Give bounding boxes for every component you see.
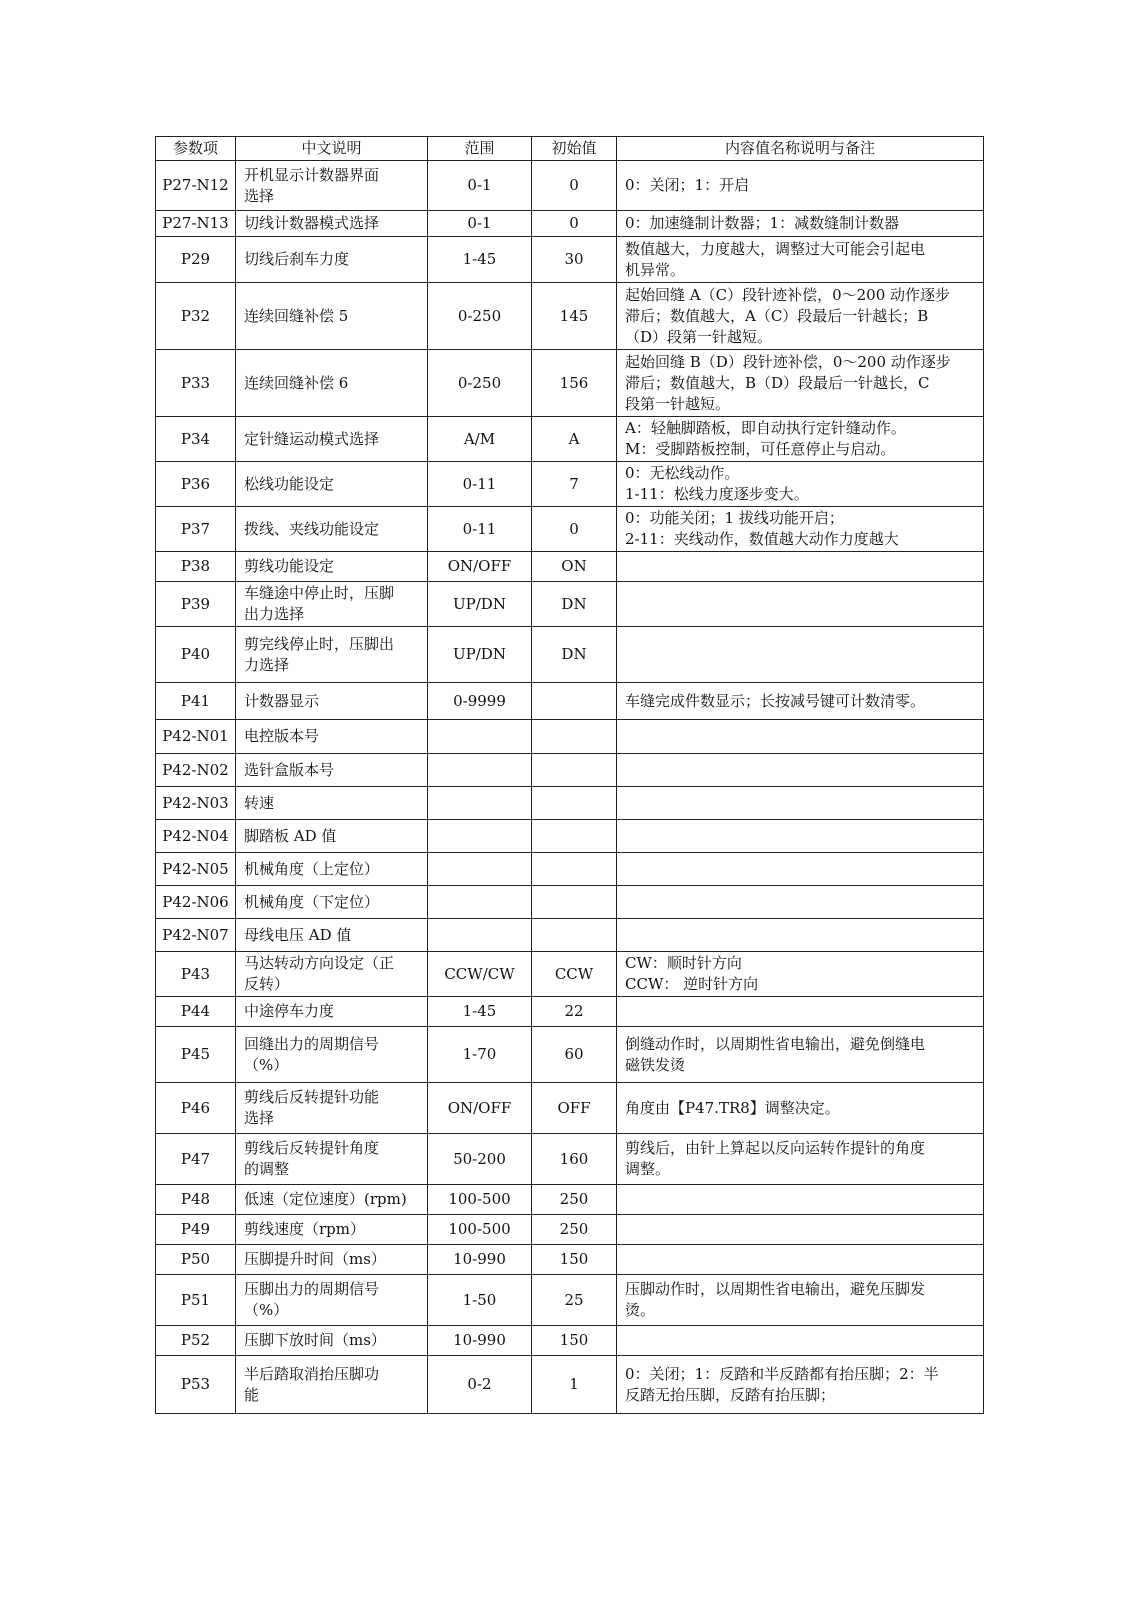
range-cell (428, 787, 532, 820)
description-cell: 剪线功能设定 (236, 552, 428, 582)
initial-value-cell (532, 787, 617, 820)
description-cell: 切线计数器模式选择 (236, 211, 428, 237)
description-cell: 转速 (236, 787, 428, 820)
description-cell: 压脚出力的周期信号 （%） (236, 1275, 428, 1326)
initial-value-cell: 160 (532, 1134, 617, 1185)
param-id-cell: P42-N05 (156, 853, 236, 886)
description-cell: 压脚提升时间（ms） (236, 1245, 428, 1275)
param-id-cell: P34 (156, 417, 236, 462)
initial-value-cell: 250 (532, 1215, 617, 1245)
initial-value-cell: CCW (532, 952, 617, 997)
table-row (156, 820, 984, 853)
initial-value-cell: 150 (532, 1326, 617, 1356)
table-row (156, 582, 984, 627)
description-cell: 马达转动方向设定（正 反转） (236, 952, 428, 997)
table-row (156, 161, 984, 211)
notes-cell: 车缝完成件数显示；长按减号键可计数清零。 (617, 683, 984, 720)
range-cell: 10-990 (428, 1326, 532, 1356)
notes-cell: 0：关闭；1：反踏和半反踏都有抬压脚；2：半 反踏无抬压脚，反踏有抬压脚； (617, 1356, 984, 1414)
table-row (156, 283, 984, 350)
notes-cell: 0：无松线动作。 1-11：松线力度逐步变大。 (617, 462, 984, 507)
param-id-cell: P42-N06 (156, 886, 236, 919)
initial-value-cell: 22 (532, 997, 617, 1027)
range-cell: 100-500 (428, 1185, 532, 1215)
notes-cell: 0：功能关闭；1 拔线功能开启； 2-11：夹线动作，数值越大动作力度越大 (617, 507, 984, 552)
initial-value-cell (532, 886, 617, 919)
param-id-cell: P40 (156, 627, 236, 683)
notes-cell (617, 1215, 984, 1245)
range-cell: 50-200 (428, 1134, 532, 1185)
param-id-cell: P42-N02 (156, 754, 236, 787)
description-cell: 切线后刹车力度 (236, 237, 428, 283)
description-cell: 计数器显示 (236, 683, 428, 720)
param-id-cell: P33 (156, 350, 236, 417)
range-cell (428, 754, 532, 787)
notes-cell: 0：加速缝制计数器；1：减数缝制计数器 (617, 211, 984, 237)
param-id-cell: P36 (156, 462, 236, 507)
header-description: 中文说明 (236, 137, 428, 161)
initial-value-cell: DN (532, 627, 617, 683)
param-id-cell: P27-N12 (156, 161, 236, 211)
description-cell: 剪线后反转提针功能 选择 (236, 1083, 428, 1134)
range-cell: 0-11 (428, 507, 532, 552)
table-row (156, 552, 984, 582)
table-row (156, 1215, 984, 1245)
param-id-cell: P42-N07 (156, 919, 236, 952)
table-row (156, 886, 984, 919)
range-cell: 10-990 (428, 1245, 532, 1275)
range-cell: 1-50 (428, 1275, 532, 1326)
table-row (156, 1356, 984, 1414)
table-row (156, 1027, 984, 1083)
description-cell: 选针盒版本号 (236, 754, 428, 787)
param-id-cell: P39 (156, 582, 236, 627)
initial-value-cell: 0 (532, 161, 617, 211)
header-param: 参数项 (156, 137, 236, 161)
initial-value-cell: 30 (532, 237, 617, 283)
range-cell (428, 886, 532, 919)
param-id-cell: P43 (156, 952, 236, 997)
range-cell: 1-45 (428, 237, 532, 283)
notes-cell: 起始回缝 A（C）段针迹补偿，0～200 动作逐步 滞后；数值越大，A（C）段最后一针越长；B （D）段第一针越短。 (617, 283, 984, 350)
initial-value-cell (532, 720, 617, 754)
notes-cell (617, 997, 984, 1027)
table-header-row (156, 137, 984, 161)
notes-cell (617, 886, 984, 919)
notes-cell: 倒缝动作时，以周期性省电输出，避免倒缝电 磁铁发烫 (617, 1027, 984, 1083)
param-id-cell: P45 (156, 1027, 236, 1083)
table-row (156, 1245, 984, 1275)
param-id-cell: P52 (156, 1326, 236, 1356)
notes-cell (617, 919, 984, 952)
table-row (156, 787, 984, 820)
param-id-cell: P53 (156, 1356, 236, 1414)
table-row (156, 350, 984, 417)
description-cell: 半后踏取消抬压脚功 能 (236, 1356, 428, 1414)
table-row (156, 754, 984, 787)
table-row (156, 720, 984, 754)
range-cell: 0-1 (428, 161, 532, 211)
notes-cell (617, 853, 984, 886)
range-cell: 0-11 (428, 462, 532, 507)
range-cell (428, 720, 532, 754)
description-cell: 连续回缝补偿 6 (236, 350, 428, 417)
param-id-cell: P38 (156, 552, 236, 582)
table-row (156, 627, 984, 683)
parameter-table (155, 136, 984, 1414)
table-row (156, 417, 984, 462)
range-cell: 1-45 (428, 997, 532, 1027)
description-cell: 拨线、夹线功能设定 (236, 507, 428, 552)
initial-value-cell: 145 (532, 283, 617, 350)
notes-cell: 角度由【P47.TR8】调整决定。 (617, 1083, 984, 1134)
range-cell: A/M (428, 417, 532, 462)
param-id-cell: P44 (156, 997, 236, 1027)
description-cell: 剪完线停止时，压脚出 力选择 (236, 627, 428, 683)
initial-value-cell: 250 (532, 1185, 617, 1215)
description-cell: 剪线速度（rpm） (236, 1215, 428, 1245)
description-cell: 松线功能设定 (236, 462, 428, 507)
initial-value-cell (532, 820, 617, 853)
notes-cell (617, 552, 984, 582)
table-row (156, 1185, 984, 1215)
description-cell: 机械角度（下定位） (236, 886, 428, 919)
table-row (156, 919, 984, 952)
notes-cell: 起始回缝 B（D）段针迹补偿，0～200 动作逐步 滞后；数值越大，B（D）段最后一针越长，C 段第一针越短。 (617, 350, 984, 417)
range-cell (428, 919, 532, 952)
table-row (156, 211, 984, 237)
notes-cell (617, 1245, 984, 1275)
param-id-cell: P29 (156, 237, 236, 283)
description-cell: 剪线后反转提针角度 的调整 (236, 1134, 428, 1185)
notes-cell (617, 582, 984, 627)
param-id-cell: P42-N04 (156, 820, 236, 853)
table-row (156, 1134, 984, 1185)
initial-value-cell (532, 683, 617, 720)
notes-cell (617, 787, 984, 820)
header-range: 范围 (428, 137, 532, 161)
param-id-cell: P41 (156, 683, 236, 720)
param-id-cell: P47 (156, 1134, 236, 1185)
initial-value-cell (532, 919, 617, 952)
initial-value-cell: 156 (532, 350, 617, 417)
table-row (156, 1083, 984, 1134)
range-cell: UP/DN (428, 627, 532, 683)
initial-value-cell: 60 (532, 1027, 617, 1083)
table-row (156, 853, 984, 886)
param-id-cell: P46 (156, 1083, 236, 1134)
range-cell: 1-70 (428, 1027, 532, 1083)
range-cell (428, 820, 532, 853)
range-cell: UP/DN (428, 582, 532, 627)
notes-cell (617, 754, 984, 787)
table-row (156, 997, 984, 1027)
range-cell: ON/OFF (428, 1083, 532, 1134)
description-cell: 定针缝运动模式选择 (236, 417, 428, 462)
notes-cell: 压脚动作时，以周期性省电输出，避免压脚发 烫。 (617, 1275, 984, 1326)
range-cell: 0-250 (428, 283, 532, 350)
range-cell: 0-250 (428, 350, 532, 417)
initial-value-cell: 7 (532, 462, 617, 507)
table-row (156, 1326, 984, 1356)
initial-value-cell: 1 (532, 1356, 617, 1414)
table-row (156, 952, 984, 997)
param-id-cell: P37 (156, 507, 236, 552)
param-id-cell: P27-N13 (156, 211, 236, 237)
range-cell: ON/OFF (428, 552, 532, 582)
description-cell: 开机显示计数器界面 选择 (236, 161, 428, 211)
table-row (156, 683, 984, 720)
notes-cell (617, 627, 984, 683)
description-cell: 连续回缝补偿 5 (236, 283, 428, 350)
notes-cell: 剪线后，由针上算起以反向运转作提针的角度 调整。 (617, 1134, 984, 1185)
initial-value-cell: 150 (532, 1245, 617, 1275)
range-cell (428, 853, 532, 886)
initial-value-cell: ON (532, 552, 617, 582)
notes-cell (617, 720, 984, 754)
description-cell: 中途停车力度 (236, 997, 428, 1027)
notes-cell (617, 1185, 984, 1215)
initial-value-cell: 25 (532, 1275, 617, 1326)
notes-cell: 数值越大，力度越大，调整过大可能会引起电 机异常。 (617, 237, 984, 283)
initial-value-cell (532, 853, 617, 886)
description-cell: 车缝途中停止时，压脚 出力选择 (236, 582, 428, 627)
param-id-cell: P42-N01 (156, 720, 236, 754)
param-id-cell: P50 (156, 1245, 236, 1275)
param-id-cell: P51 (156, 1275, 236, 1326)
notes-cell: 0：关闭；1：开启 (617, 161, 984, 211)
description-cell: 脚踏板 AD 值 (236, 820, 428, 853)
param-id-cell: P42-N03 (156, 787, 236, 820)
description-cell: 压脚下放时间（ms） (236, 1326, 428, 1356)
notes-cell (617, 1326, 984, 1356)
range-cell: 0-2 (428, 1356, 532, 1414)
range-cell: CCW/CW (428, 952, 532, 997)
param-id-cell: P49 (156, 1215, 236, 1245)
description-cell: 母线电压 AD 值 (236, 919, 428, 952)
notes-cell: CW：顺时针方向 CCW： 逆时针方向 (617, 952, 984, 997)
initial-value-cell: DN (532, 582, 617, 627)
header-initial: 初始值 (532, 137, 617, 161)
initial-value-cell (532, 754, 617, 787)
initial-value-cell: 0 (532, 507, 617, 552)
range-cell: 100-500 (428, 1215, 532, 1245)
header-notes: 内容值名称说明与备注 (617, 137, 984, 161)
table-row (156, 462, 984, 507)
table-row (156, 1275, 984, 1326)
initial-value-cell: OFF (532, 1083, 617, 1134)
description-cell: 低速（定位速度）(rpm) (236, 1185, 428, 1215)
description-cell: 机械角度（上定位） (236, 853, 428, 886)
table-row (156, 507, 984, 552)
range-cell: 0-1 (428, 211, 532, 237)
param-id-cell: P32 (156, 283, 236, 350)
table-row (156, 237, 984, 283)
description-cell: 回缝出力的周期信号 （%） (236, 1027, 428, 1083)
description-cell: 电控版本号 (236, 720, 428, 754)
initial-value-cell: A (532, 417, 617, 462)
notes-cell (617, 820, 984, 853)
range-cell: 0-9999 (428, 683, 532, 720)
notes-cell: A：轻触脚踏板，即自动执行定针缝动作。 M：受脚踏板控制，可任意停止与启动。 (617, 417, 984, 462)
param-id-cell: P48 (156, 1185, 236, 1215)
initial-value-cell: 0 (532, 211, 617, 237)
